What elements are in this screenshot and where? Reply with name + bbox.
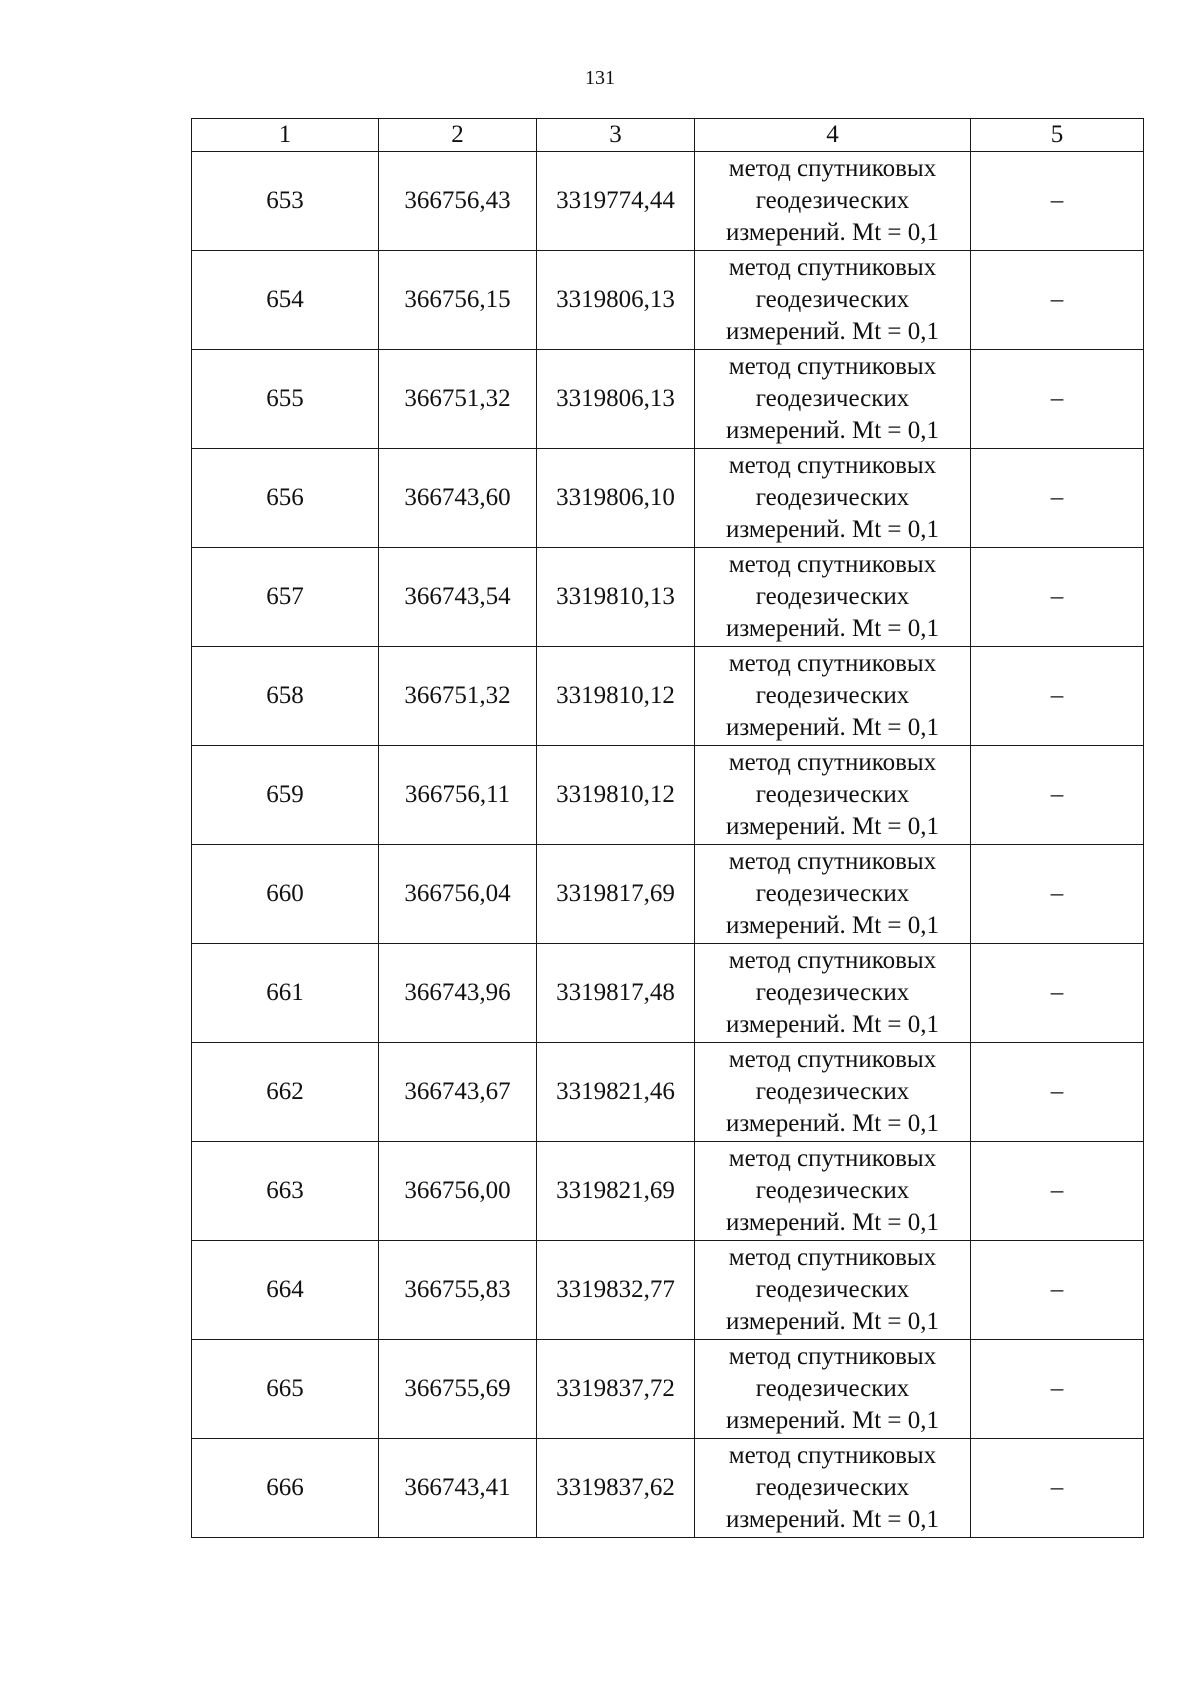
y-coordinate-cell: 3319817,69 xyxy=(537,845,695,944)
method-text-line-1: метод спутниковых xyxy=(728,1244,937,1271)
table-row xyxy=(192,1241,1144,1340)
table-row xyxy=(192,1142,1144,1241)
x-coordinate-cell: 366756,11 xyxy=(379,746,537,845)
note-cell: – xyxy=(971,1439,1144,1538)
method-text-line-2: геодезических xyxy=(755,1276,910,1303)
table-row xyxy=(192,845,1144,944)
method-text-line-3: измерений. Mt = 0,1 xyxy=(725,417,940,444)
method-text-line-3: измерений. Mt = 0,1 xyxy=(725,1506,940,1533)
x-coordinate-cell: 366756,00 xyxy=(379,1142,537,1241)
x-coordinate-cell: 366755,69 xyxy=(379,1340,537,1439)
method-text-line-1: метод спутниковых xyxy=(728,1046,937,1073)
coordinates-table xyxy=(191,118,1144,1538)
x-coordinate-cell: 366743,96 xyxy=(379,944,537,1043)
method-text-line-1: метод спутниковых xyxy=(728,452,937,479)
y-coordinate-cell: 3319806,13 xyxy=(537,251,695,350)
method-text-line-2: геодезических xyxy=(755,1474,910,1501)
method-cell xyxy=(695,1241,971,1340)
method-text-line-3: измерений. Mt = 0,1 xyxy=(725,714,940,741)
point-number-cell: 662 xyxy=(192,1043,379,1142)
point-number-cell: 658 xyxy=(192,647,379,746)
method-text-line-1: метод спутниковых xyxy=(728,1145,937,1172)
header-col-5: 5 xyxy=(971,119,1144,152)
method-text-line-1: метод спутниковых xyxy=(728,1343,937,1370)
method-cell xyxy=(695,152,971,251)
method-text-line-3: измерений. Mt = 0,1 xyxy=(725,1407,940,1434)
method-text-line-2: геодезических xyxy=(755,682,910,709)
note-cell: – xyxy=(971,845,1144,944)
note-cell: – xyxy=(971,251,1144,350)
y-coordinate-cell: 3319837,72 xyxy=(537,1340,695,1439)
method-text-line-3: измерений. Mt = 0,1 xyxy=(725,516,940,543)
method-text-line-2: геодезических xyxy=(755,1177,910,1204)
x-coordinate-cell: 366756,04 xyxy=(379,845,537,944)
method-text-line-3: измерений. Mt = 0,1 xyxy=(725,912,940,939)
x-coordinate-cell: 366755,83 xyxy=(379,1241,537,1340)
method-text-line-1: метод спутниковых xyxy=(728,254,937,281)
y-coordinate-cell: 3319821,46 xyxy=(537,1043,695,1142)
method-text-line-2: геодезических xyxy=(755,979,910,1006)
method-text-line-2: геодезических xyxy=(755,187,910,214)
table-row xyxy=(192,152,1144,251)
method-text-line-1: метод спутниковых xyxy=(728,947,937,974)
note-cell: – xyxy=(971,152,1144,251)
y-coordinate-cell: 3319774,44 xyxy=(537,152,695,251)
y-coordinate-cell: 3319806,13 xyxy=(537,350,695,449)
method-text-line-2: геодезических xyxy=(755,880,910,907)
method-text-line-1: метод спутниковых xyxy=(728,1442,937,1469)
method-text-line-1: метод спутниковых xyxy=(728,749,937,776)
table-row xyxy=(192,1340,1144,1439)
method-text-line-3: измерений. Mt = 0,1 xyxy=(725,1209,940,1236)
point-number-cell: 663 xyxy=(192,1142,379,1241)
page-number: 131 xyxy=(585,67,615,89)
method-text-line-3: измерений. Mt = 0,1 xyxy=(725,1011,940,1038)
method-text-line-3: измерений. Mt = 0,1 xyxy=(725,1110,940,1137)
method-text-line-2: геодезических xyxy=(755,781,910,808)
method-text-line-1: метод спутниковых xyxy=(728,650,937,677)
point-number-cell: 655 xyxy=(192,350,379,449)
note-cell: – xyxy=(971,1340,1144,1439)
note-cell: – xyxy=(971,944,1144,1043)
method-text-line-2: геодезических xyxy=(755,385,910,412)
header-col-4: 4 xyxy=(695,119,971,152)
table-row xyxy=(192,548,1144,647)
table-row xyxy=(192,647,1144,746)
table-row xyxy=(192,746,1144,845)
method-text-line-3: измерений. Mt = 0,1 xyxy=(725,1308,940,1335)
method-text-line-1: метод спутниковых xyxy=(728,848,937,875)
point-number-cell: 653 xyxy=(192,152,379,251)
point-number-cell: 654 xyxy=(192,251,379,350)
note-cell: – xyxy=(971,647,1144,746)
table-header xyxy=(192,119,1144,152)
note-cell: – xyxy=(971,1142,1144,1241)
x-coordinate-cell: 366743,54 xyxy=(379,548,537,647)
method-cell xyxy=(695,746,971,845)
point-number-cell: 659 xyxy=(192,746,379,845)
point-number-cell: 665 xyxy=(192,1340,379,1439)
x-coordinate-cell: 366751,32 xyxy=(379,350,537,449)
y-coordinate-cell: 3319821,69 xyxy=(537,1142,695,1241)
y-coordinate-cell: 3319837,62 xyxy=(537,1439,695,1538)
method-cell xyxy=(695,845,971,944)
note-cell: – xyxy=(971,548,1144,647)
point-number-cell: 661 xyxy=(192,944,379,1043)
method-cell xyxy=(695,449,971,548)
table-row xyxy=(192,1043,1144,1142)
method-cell xyxy=(695,1340,971,1439)
point-number-cell: 660 xyxy=(192,845,379,944)
header-row xyxy=(192,119,1144,152)
point-number-cell: 657 xyxy=(192,548,379,647)
method-cell xyxy=(695,350,971,449)
method-text-line-1: метод спутниковых xyxy=(728,353,937,380)
note-cell: – xyxy=(971,1241,1144,1340)
point-number-cell: 666 xyxy=(192,1439,379,1538)
method-text-line-2: геодезических xyxy=(755,484,910,511)
table-row xyxy=(192,1439,1144,1538)
x-coordinate-cell: 366751,32 xyxy=(379,647,537,746)
method-cell xyxy=(695,647,971,746)
table-body xyxy=(192,152,1144,1538)
method-cell xyxy=(695,548,971,647)
y-coordinate-cell: 3319817,48 xyxy=(537,944,695,1043)
method-text-line-3: измерений. Mt = 0,1 xyxy=(725,813,940,840)
method-text-line-2: геодезических xyxy=(755,1078,910,1105)
x-coordinate-cell: 366743,60 xyxy=(379,449,537,548)
x-coordinate-cell: 366743,67 xyxy=(379,1043,537,1142)
note-cell: – xyxy=(971,746,1144,845)
note-cell: – xyxy=(971,1043,1144,1142)
table-row xyxy=(192,251,1144,350)
method-text-line-2: геодезических xyxy=(755,286,910,313)
method-text-line-1: метод спутниковых xyxy=(728,551,937,578)
method-text-line-3: измерений. Mt = 0,1 xyxy=(725,615,940,642)
method-text-line-1: метод спутниковых xyxy=(728,155,937,182)
y-coordinate-cell: 3319810,12 xyxy=(537,746,695,845)
method-cell xyxy=(695,1142,971,1241)
y-coordinate-cell: 3319810,12 xyxy=(537,647,695,746)
point-number-cell: 664 xyxy=(192,1241,379,1340)
method-text-line-2: геодезических xyxy=(755,1375,910,1402)
table-row xyxy=(192,944,1144,1043)
x-coordinate-cell: 366756,15 xyxy=(379,251,537,350)
method-cell xyxy=(695,251,971,350)
y-coordinate-cell: 3319832,77 xyxy=(537,1241,695,1340)
table-row xyxy=(192,449,1144,548)
note-cell: – xyxy=(971,449,1144,548)
header-col-1: 1 xyxy=(192,119,379,152)
x-coordinate-cell: 366756,43 xyxy=(379,152,537,251)
method-cell xyxy=(695,1043,971,1142)
method-text-line-3: измерений. Mt = 0,1 xyxy=(725,219,940,246)
note-cell: – xyxy=(971,350,1144,449)
header-col-2: 2 xyxy=(379,119,537,152)
header-col-3: 3 xyxy=(537,119,695,152)
method-text-line-2: геодезических xyxy=(755,583,910,610)
y-coordinate-cell: 3319810,13 xyxy=(537,548,695,647)
method-cell xyxy=(695,944,971,1043)
method-cell xyxy=(695,1439,971,1538)
x-coordinate-cell: 366743,41 xyxy=(379,1439,537,1538)
point-number-cell: 656 xyxy=(192,449,379,548)
y-coordinate-cell: 3319806,10 xyxy=(537,449,695,548)
method-text-line-3: измерений. Mt = 0,1 xyxy=(725,318,940,345)
table-row xyxy=(192,350,1144,449)
